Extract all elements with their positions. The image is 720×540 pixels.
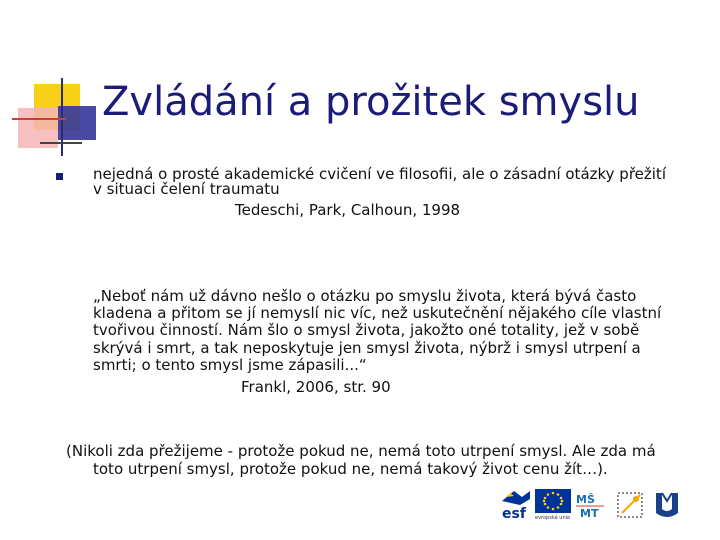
decor-blue-square [58, 106, 96, 140]
quote-line-2: kladena a přitom se jí nemyslí nic víc, než uskutečnění nějakého cíle vlastní [93, 304, 662, 322]
note-line-2: toto utrpení smysl, protože pokud ne, nemá takový život cenu žít…). [93, 460, 608, 478]
bullet-icon [56, 173, 63, 180]
decor-dark-line [40, 142, 82, 144]
citation-tedeschi: Tedeschi, Park, Calhoun, 1998 [235, 201, 461, 219]
slide-title: Zvládání a prožitek smyslu [102, 79, 640, 125]
msmt-logo-icon [576, 493, 604, 520]
logo-strip [500, 487, 690, 521]
eu-logo-text: evropská unie [535, 515, 571, 521]
esf-logo-icon [500, 489, 532, 521]
bullet-text-line-2: v situaci čelení traumatu [93, 180, 280, 198]
eu-flag-icon [535, 489, 571, 521]
svg-text:MT: MT [580, 507, 599, 520]
university-logo-icon [652, 489, 682, 519]
esf-logo-text: esf [502, 506, 526, 521]
quote-line-4: skrývá i smrt, a tak neposkytuje jen smysl života, nýbrž i smysl utrpení a [93, 339, 641, 357]
decor-red-line [12, 118, 66, 120]
svg-text:MŠ: MŠ [576, 493, 595, 506]
quote-line-3: tvořivou činností. Nám šlo o smysl života, jakožto oné totality, jež v sobě [93, 321, 640, 339]
note-line-1: (Nikoli zda přežijeme - protože pokud ne, nemá toto utrpení smysl. Ale zda má [66, 442, 656, 460]
quote-line-1: „Neboť nám už dávno nešlo o otázku po smyslu života, která bývá často [93, 287, 637, 305]
dotted-square-logo-icon [618, 493, 642, 517]
quote-line-5: smrti; o tento smysl jsme zápasili...“ [93, 356, 367, 374]
decor-vertical-line [61, 78, 63, 156]
bullet-text-line-1: nejedná o prosté akademické cvičení ve filosofii, ale o zásadní otázky přežití [93, 165, 666, 183]
citation-frankl: Frankl, 2006, str. 90 [241, 378, 391, 396]
